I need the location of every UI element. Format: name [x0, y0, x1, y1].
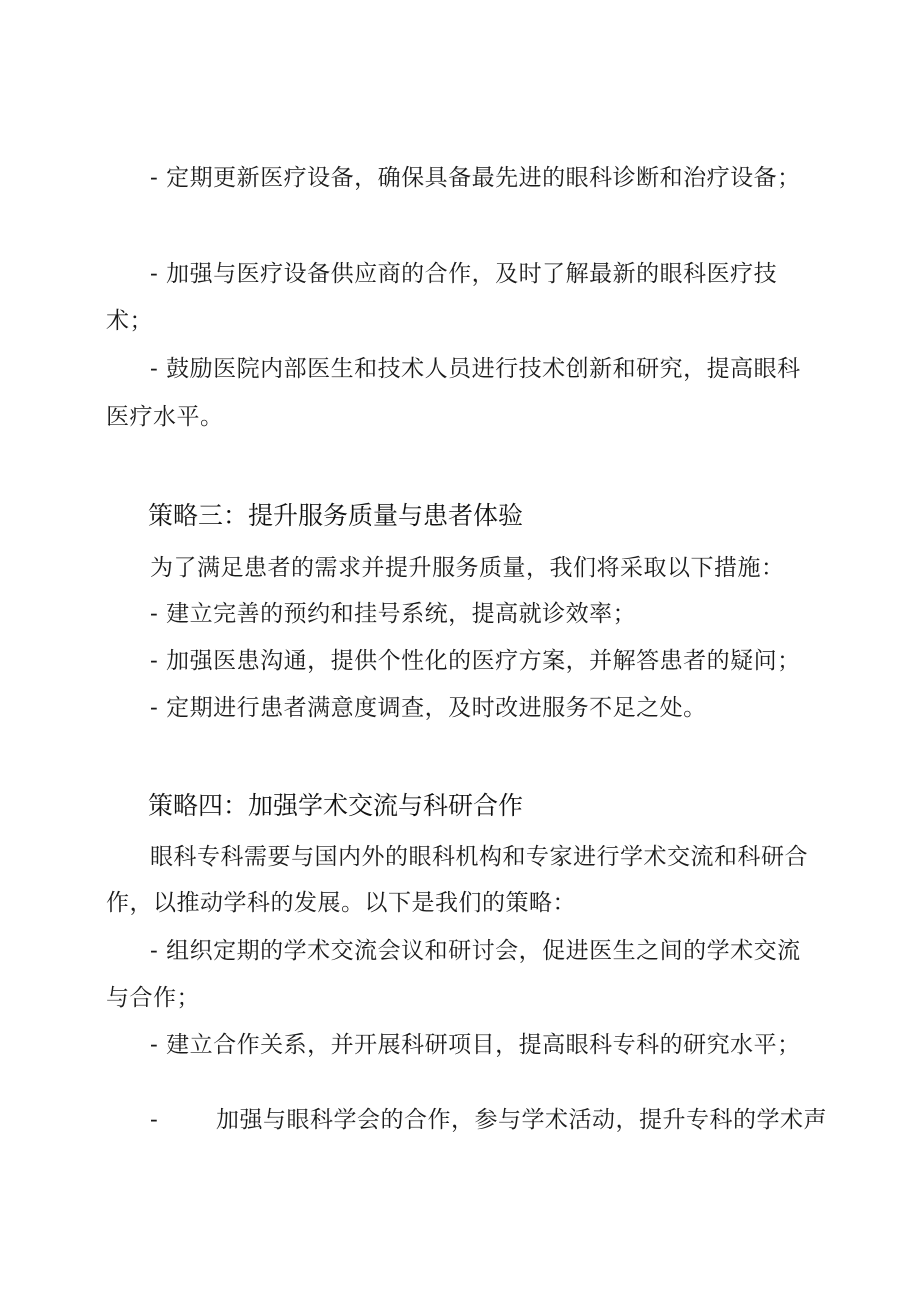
section4-item-society-dash: -: [150, 1107, 159, 1133]
section4-intro-line2: 作，以推动学科的发展。以下是我们的策略：: [106, 890, 576, 916]
list-item-supplier-cooperation-line1: - 加强与医疗设备供应商的合作，及时了解最新的眼科医疗技: [150, 261, 778, 287]
section4-item-research-projects: - 建立合作关系，并开展科研项目，提高眼科专科的研究水平；: [150, 1032, 801, 1058]
list-item-innovation-line2: 医疗水平。: [106, 404, 224, 430]
section4-item-conference-line2: 与合作；: [106, 985, 200, 1011]
list-item-supplier-cooperation-line2: 术；: [106, 308, 153, 334]
section4-item-conference-line1: - 组织定期的学术交流会议和研讨会，促进医生之间的学术交流: [150, 938, 801, 964]
section3-item-satisfaction: - 定期进行患者满意度调查，及时改进服务不足之处。: [150, 695, 707, 721]
section4-item-society-text: 加强与眼科学会的合作，参与学术活动，提升专科的学术声: [216, 1107, 827, 1133]
section3-item-appointment: - 建立完善的预约和挂号系统，提高就诊效率；: [150, 601, 637, 627]
list-item-equipment-update: - 定期更新医疗设备，确保具备最先进的眼科诊断和治疗设备；: [150, 165, 801, 191]
list-item-innovation-line1: - 鼓励医院内部医生和技术人员进行技术创新和研究，提高眼科: [150, 356, 801, 382]
section-heading-strategy-3: 策略三：提升服务质量与患者体验: [148, 501, 524, 530]
section4-intro-line1: 眼科专科需要与国内外的眼科机构和专家进行学术交流和科研合: [150, 844, 808, 870]
section3-item-communication: - 加强医患沟通，提供个性化的医疗方案，并解答患者的疑问；: [150, 648, 801, 674]
section3-intro: 为了满足患者的需求并提升服务质量，我们将采取以下措施：: [150, 555, 785, 581]
section-heading-strategy-4: 策略四：加强学术交流与科研合作: [148, 791, 524, 820]
